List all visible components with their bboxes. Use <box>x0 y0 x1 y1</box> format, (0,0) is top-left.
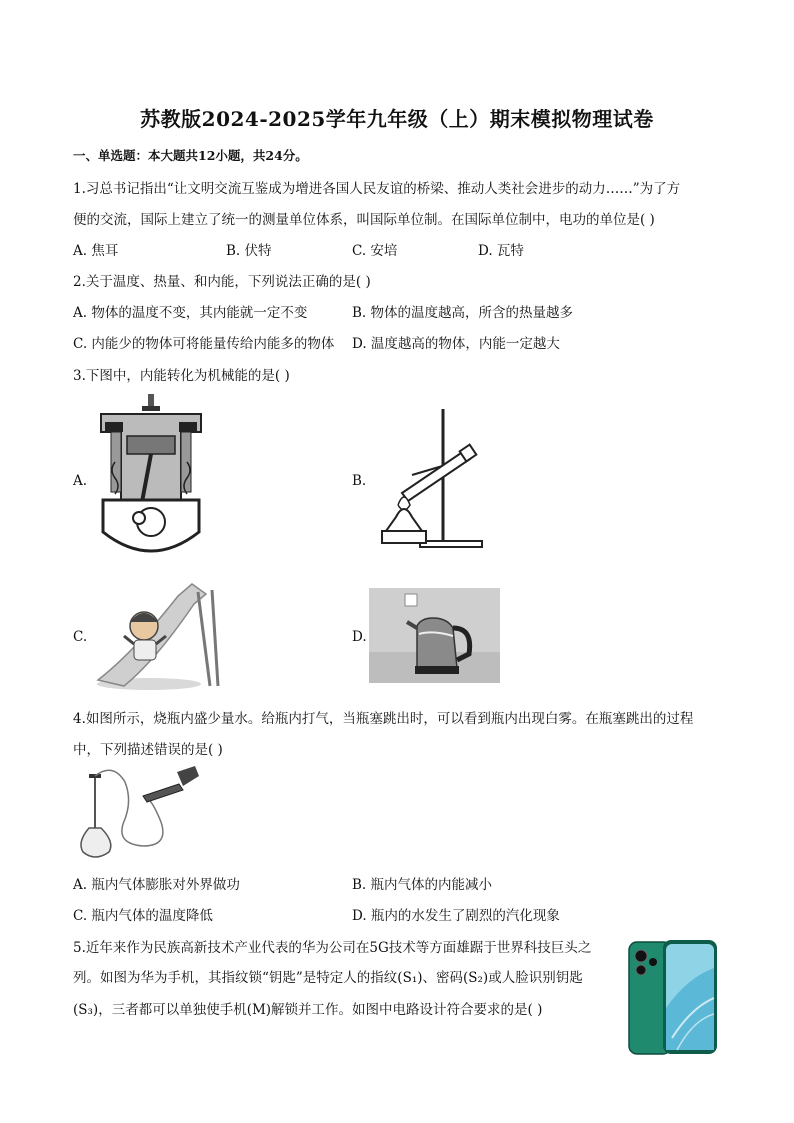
q4-option-b: B. 瓶内气体的内能减小 <box>352 877 493 893</box>
heating-test-tube <box>372 405 484 553</box>
q1-option-a: A. 焦耳 <box>73 243 119 259</box>
flask-pump <box>73 762 201 862</box>
q1-stem-line2: 便的交流，国际上建立了统一的测量单位体系，叫国际单位制。在国际单位制中，电功的单位是( ) <box>73 212 655 228</box>
q2-option-b: B. 物体的温度越高，所含的热量越多 <box>352 305 574 321</box>
q3-label-a: A. <box>73 473 88 489</box>
q2-option-a: A. 物体的温度不变，其内能就一定不变 <box>73 305 308 321</box>
q2-option-d: D. 温度越高的物体，内能一定越大 <box>352 336 560 352</box>
q4-option-d: D. 瓶内的水发生了剧烈的汽化现象 <box>352 908 560 924</box>
section-heading: 一、单选题：本大题共12小题，共24分。 <box>73 148 308 163</box>
q4-stem-line2: 中，下列描述错误的是( ) <box>73 742 223 758</box>
q1-option-b: B. 伏特 <box>226 243 272 259</box>
electric-kettle <box>369 588 500 683</box>
q1-option-c: C. 安培 <box>352 243 398 259</box>
q3-stem: 3.下图中，内能转化为机械能的是( ) <box>73 368 290 384</box>
q1-stem-line1: 1.习总书记指出“让文明交流互鉴成为增进各国人民友谊的桥梁、推动人类社会进步的动力……”为了方 <box>73 181 681 197</box>
q2-stem: 2.关于温度、热量、和内能，下列说法正确的是( ) <box>73 274 371 290</box>
q5-stem-line1: 5.近年来作为民族高新技术产业代表的华为公司在5G技术等方面雄踞于世界科技巨头之 <box>73 940 592 956</box>
q4-option-a: A. 瓶内气体膨胀对外界做功 <box>73 877 240 893</box>
q4-stem-line1: 4.如图所示，烧瓶内盛少量水。给瓶内打气，当瓶塞跳出时，可以看到瓶内出现白雾。在瓶塞跳出的过程 <box>73 711 694 727</box>
q5-stem-line3: (S₃)，三者都可以单独使手机(M)解锁并工作。如图中电路设计符合要求的是( ) <box>73 1002 543 1018</box>
q5-stem-line2: 列。如图为华为手机，其指纹锁“钥匙”是特定人的指纹(S₁)、密码(S₂)或人脸识别钥匙 <box>73 970 583 986</box>
child-on-slide <box>94 582 224 692</box>
q3-label-c: C. <box>73 629 88 645</box>
page-title: 苏教版2024-2025学年九年级（上）期末模拟物理试卷 <box>140 107 654 131</box>
q4-option-c: C. 瓶内气体的温度降低 <box>73 908 213 924</box>
q2-option-c: C. 内能少的物体可将能量传给内能多的物体 <box>73 336 335 352</box>
smartphone <box>627 938 719 1056</box>
q3-label-d: D. <box>352 629 367 645</box>
engine-diagram <box>93 392 208 562</box>
q3-label-b: B. <box>352 473 367 489</box>
q1-option-d: D. 瓦特 <box>478 243 524 259</box>
